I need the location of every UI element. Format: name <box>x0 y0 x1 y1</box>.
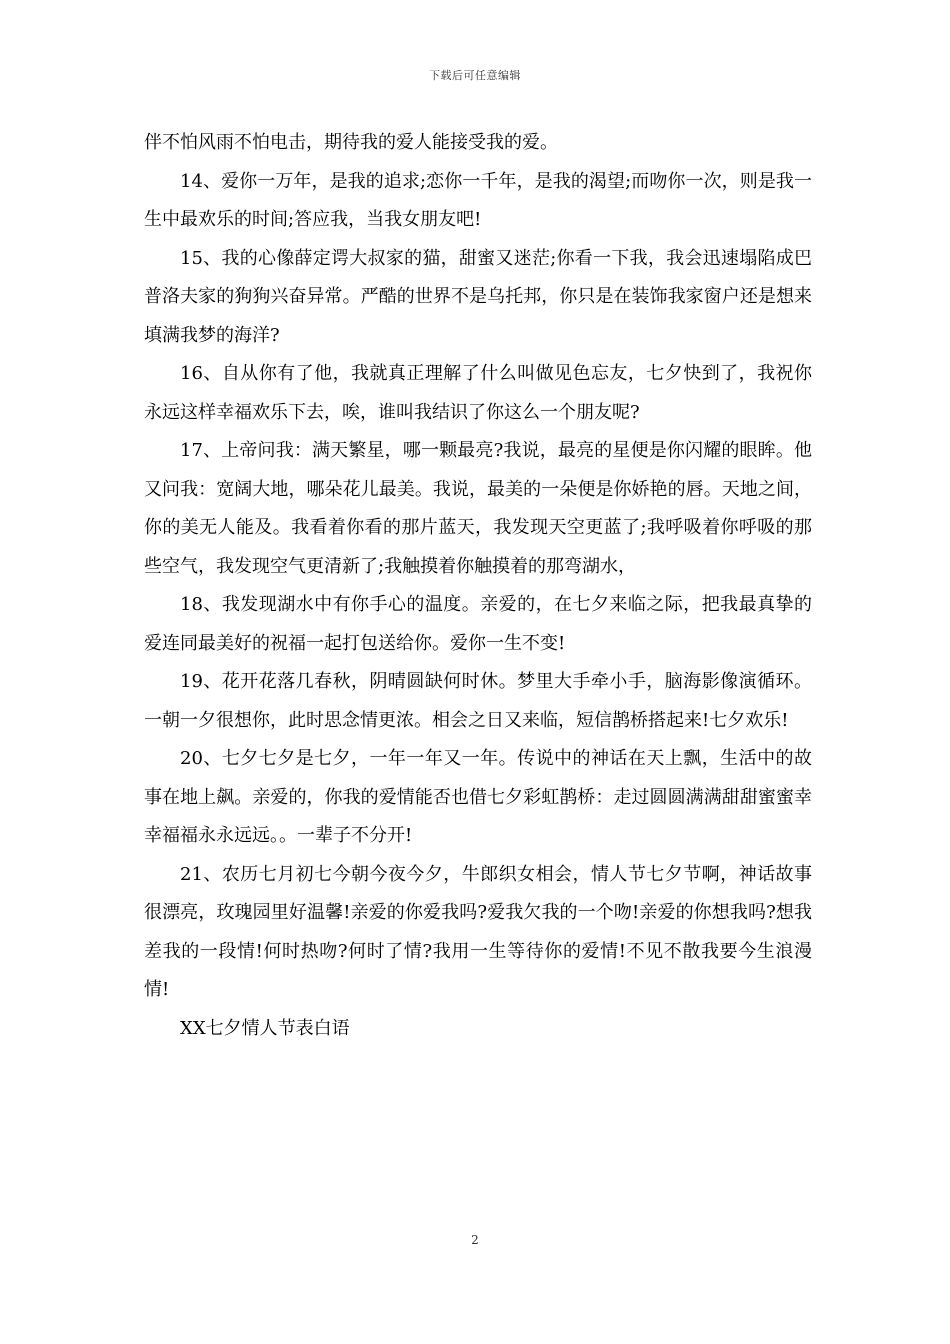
paragraph-14: 14、爱你一万年，是我的追求;恋你一千年，是我的渴望;而吻你一次，则是我一生中最欢乐的时间;答应我，当我女朋友吧! <box>144 170 812 230</box>
page-number: 2 <box>471 1233 479 1247</box>
document-body <box>144 124 812 1048</box>
paragraph-18: 18、我发现湖水中有你手心的温度。亲爱的，在七夕来临之际，把我最真挚的爱连同最美好的祝福一起打包送给你。爱你一生不变! <box>144 594 812 654</box>
paragraph-21: 21、农历七月初七今朝今夜今夕，牛郎织女相会，情人节七夕节啊，神话故事很漂亮，玫瑰园里好温馨!亲爱的你爱我吗?爱我欠我的一个吻!亲爱的你想我吗?想我差我的一段情!何时热吻?何时了情?我用一生等待你的爱情!不见不散我要今生浪漫情! <box>144 863 812 1000</box>
paragraph-20: 20、七夕七夕是七夕，一年一年又一年。传说中的神话在天上飘，生活中的故事在地上飙。亲爱的，你我的爱情能否也借七夕彩虹鹊桥：走过圆圆满满甜甜蜜蜜幸幸福福永永远远。。一辈子不分开! <box>144 748 812 846</box>
paragraph-19: 19、花开花落几春秋，阴晴圆缺何时休。梦里大手牵小手，脑海影像演循环。一朝一夕很想你，此时思念情更浓。相会之日又来临，短信鹊桥搭起来!七夕欢乐! <box>144 671 812 731</box>
section-heading: XX七夕情人节表白语 <box>180 1017 350 1039</box>
paragraph-16: 16、自从你有了他，我就真正理解了什么叫做见色忘友，七夕快到了，我祝你永远这样幸福欢乐下去，唉，谁叫我结识了你这么一个朋友呢? <box>144 363 812 423</box>
continuation-paragraph: 伴不怕风雨不怕电击，期待我的爱人能接受我的爱。 <box>144 132 558 153</box>
paragraph-15: 15、我的心像薛定谔大叔家的猫，甜蜜又迷茫;你看一下我，我会迅速塌陷成巴普洛夫家的狗狗兴奋异常。严酷的世界不是乌托邦，你只是在装饰我家窗户还是想来填满我梦的海洋? <box>144 247 812 346</box>
paragraph-17: 17、上帝问我：满天繁星，哪一颗最亮?我说，最亮的星便是你闪耀的眼眸。他又问我：宽阔大地，哪朵花儿最美。我说，最美的一朵便是你娇艳的唇。天地之间，你的美无人能及。我看着你看的那片蓝天，我发现天空更蓝了;我呼吸着你呼吸的那些空气，我发现空气更清新了;我触摸着你触摸着的那弯湖水， <box>144 440 812 577</box>
page-header: 下载后可任意编辑 <box>429 69 521 82</box>
